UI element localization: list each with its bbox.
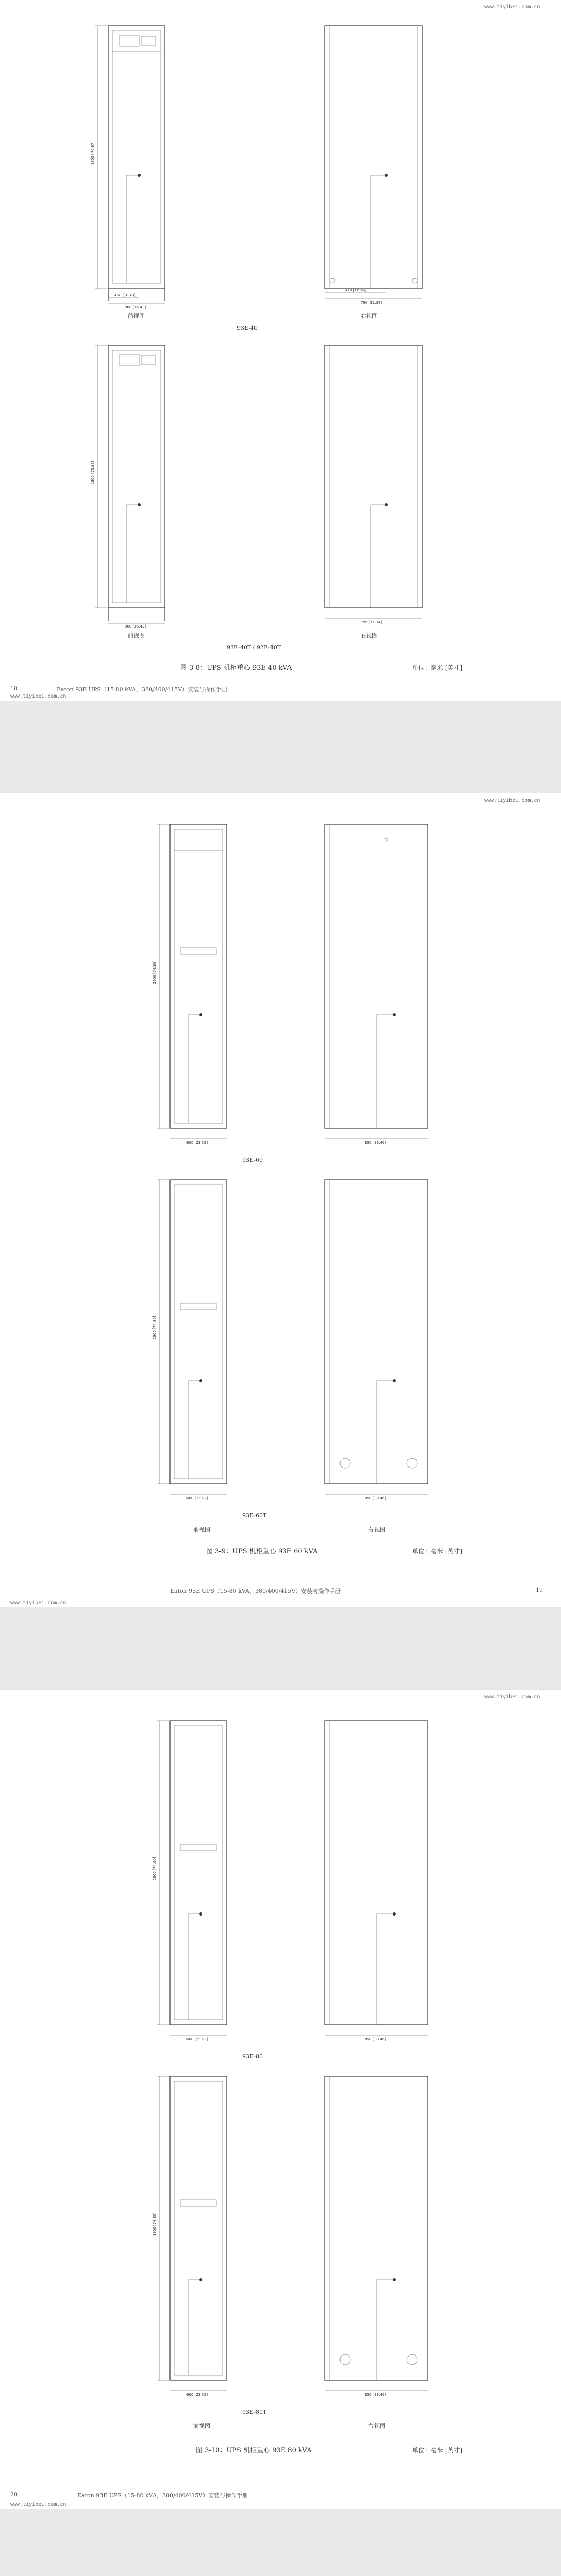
document-page-2: [0, 793, 561, 1607]
site-url: www.tiyibei.com.cn: [10, 2502, 66, 2507]
site-url: www.tiyibei.com.cn: [10, 1600, 66, 1606]
document-page-3: [0, 1690, 561, 2509]
svg-text:1900 [74.80]: 1900 [74.80]: [152, 960, 157, 984]
front-view-label: 前视图: [193, 2422, 210, 2429]
svg-text:1900 [74.80]: 1900 [74.80]: [152, 1316, 157, 1340]
page-number: 18: [10, 685, 18, 692]
unit-note: 单位：毫米 [英寸]: [412, 2447, 463, 2454]
svg-text:468 [18.43]: 468 [18.43]: [114, 293, 136, 297]
unit-note: 单位：毫米 [英寸]: [412, 1548, 463, 1555]
page-footer: Eaton 93E UPS（15-80 kVA，380/400/415V）安装与操作手册: [170, 1588, 341, 1595]
svg-text:796 [31.34]: 796 [31.34]: [361, 301, 382, 305]
page-footer: Eaton 93E UPS（15-80 kVA，380/400/415V）安装与操作手册: [57, 686, 228, 693]
model-label: 93E-40T / 93E-40T: [227, 644, 281, 651]
cabinet-side-drawing: [309, 340, 443, 629]
svg-text:850 [33.46]: 850 [33.46]: [365, 1496, 386, 1500]
cabinet-front-drawing: [139, 1175, 258, 1504]
svg-text:850 [33.46]: 850 [33.46]: [365, 2393, 386, 2397]
side-view-label: 右视图: [361, 313, 378, 319]
cabinet-side-drawing: [309, 1175, 443, 1504]
svg-text:600 [23.62]: 600 [23.62]: [186, 2037, 208, 2041]
document-page-1: [0, 0, 561, 701]
svg-text:900 [35.43]: 900 [35.43]: [125, 624, 146, 629]
cabinet-side-drawing: [309, 21, 443, 309]
cabinet-side-drawing: [309, 1716, 443, 2045]
cabinet-side-drawing: [309, 2071, 443, 2401]
page-gap: [0, 2509, 561, 2576]
cabinet-front-drawing: [139, 819, 258, 1149]
model-label: 93E-60: [242, 1157, 263, 1163]
svg-text:796 [31.34]: 796 [31.34]: [361, 620, 382, 624]
unit-note: 单位：毫米 [英寸]: [412, 664, 463, 671]
side-view-label: 右视图: [368, 1526, 385, 1533]
page-number: 19: [536, 1587, 543, 1594]
svg-text:600 [23.62]: 600 [23.62]: [186, 2393, 208, 2397]
model-label: 93E-80: [242, 2053, 263, 2060]
site-url: www.tiyibei.com.cn: [10, 693, 66, 699]
site-url: www.tiyibei.com.cn: [484, 798, 540, 803]
site-url: www.tiyibei.com.cn: [484, 1694, 540, 1700]
svg-text:850 [33.46]: 850 [33.46]: [365, 1141, 386, 1145]
figure-caption: 图 3-9：UPS 机柜重心 93E 60 kVA: [206, 1548, 318, 1555]
svg-text:600 [23.62]: 600 [23.62]: [186, 1496, 208, 1500]
figure-caption: 图 3-8：UPS 机柜重心 93E 40 kVA: [180, 664, 292, 672]
svg-text:1900 [74.80]: 1900 [74.80]: [152, 2212, 157, 2236]
front-view-label: 前视图: [193, 1526, 210, 1533]
front-view-label: 前视图: [128, 632, 145, 639]
front-view-label: 前视图: [128, 313, 145, 319]
figure-caption: 图 3-10：UPS 机柜重心 93E 80 kVA: [196, 2447, 312, 2454]
model-label: 93E-40: [237, 325, 258, 331]
model-label: 93E-60T: [242, 1512, 267, 1519]
svg-text:1800 [70.87]: 1800 [70.87]: [91, 461, 95, 484]
svg-text:1800 [70.87]: 1800 [70.87]: [91, 141, 95, 165]
cabinet-front-drawing: [139, 1716, 258, 2045]
page-gap: [0, 701, 561, 793]
site-url: www.tiyibei.com.cn: [484, 4, 540, 10]
svg-text:600 [23.62]: 600 [23.62]: [186, 1141, 208, 1145]
svg-text:418 [16.46]: 418 [16.46]: [345, 288, 367, 292]
side-view-label: 右视图: [368, 2422, 385, 2429]
cabinet-side-drawing: [309, 819, 443, 1149]
page-footer: Eaton 93E UPS（15-80 kVA，380/400/415V）安装与操作手册: [77, 2492, 248, 2499]
page-number: 20: [10, 2491, 18, 2498]
svg-text:900 [35.43]: 900 [35.43]: [125, 305, 146, 309]
cabinet-front-drawing: [139, 2071, 258, 2401]
svg-text:1900 [74.80]: 1900 [74.80]: [152, 1857, 157, 1880]
side-view-label: 右视图: [361, 632, 378, 639]
cabinet-front-drawing: [77, 21, 196, 309]
page-gap: [0, 1607, 561, 1690]
model-label: 93E-80T: [242, 2409, 267, 2415]
svg-text:850 [33.46]: 850 [33.46]: [365, 2037, 386, 2041]
cabinet-front-drawing: [77, 340, 196, 629]
